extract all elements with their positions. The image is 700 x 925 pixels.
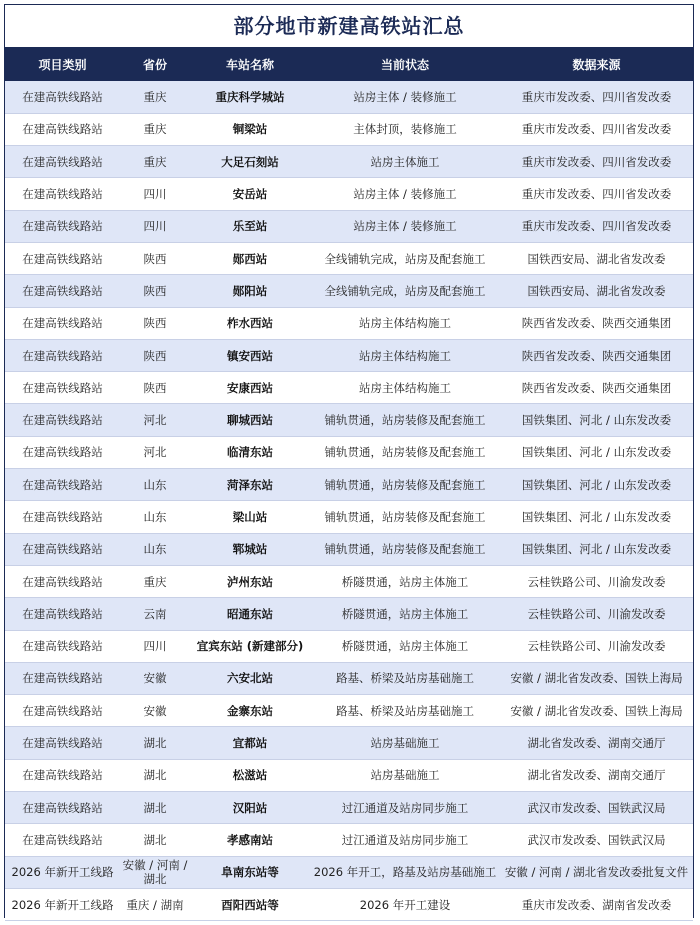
- cell-source: 重庆市发改委、四川省发改委: [500, 146, 693, 178]
- cell-source: 陕西省发改委、陕西交通集团: [500, 372, 693, 404]
- cell-status: 路基、桥梁及站房基础施工: [310, 662, 500, 694]
- table-row: [5, 662, 693, 694]
- cell-source: 国铁集团、河北 / 山东发改委: [500, 501, 693, 533]
- cell-category: 在建高铁线路站: [5, 469, 120, 501]
- table-row: [5, 210, 693, 242]
- cell-source: 安徽 / 湖北省发改委、国铁上海局: [500, 662, 693, 694]
- cell-source: 国铁集团、河北 / 山东发改委: [500, 469, 693, 501]
- cell-category: 在建高铁线路站: [5, 533, 120, 565]
- cell-category: 在建高铁线路站: [5, 146, 120, 178]
- cell-province: 湖北: [120, 727, 190, 759]
- page-title: 部分地市新建高铁站汇总: [233, 14, 465, 38]
- table-row: [5, 630, 693, 662]
- table-row: [5, 307, 693, 339]
- cell-source: 重庆市发改委、四川省发改委: [500, 210, 693, 242]
- table-row: [5, 824, 693, 856]
- cell-status: 桥隧贯通，站房主体施工: [310, 565, 500, 597]
- table-header: [5, 47, 693, 81]
- cell-status: 全线铺轨完成，站房及配套施工: [310, 275, 500, 307]
- cell-station: 汉阳站: [190, 792, 310, 824]
- cell-source: 国铁集团、河北 / 山东发改委: [500, 404, 693, 436]
- cell-station: 酉阳西站等: [190, 888, 310, 920]
- station-table: [5, 47, 693, 921]
- cell-source: 国铁西安局、湖北省发改委: [500, 242, 693, 274]
- cell-station: 大足石刻站: [190, 146, 310, 178]
- table-row: [5, 598, 693, 630]
- cell-status: 站房主体施工: [310, 146, 500, 178]
- table-row: [5, 178, 693, 210]
- cell-status: 桥隧贯通，站房主体施工: [310, 598, 500, 630]
- cell-category: 在建高铁线路站: [5, 436, 120, 468]
- cell-status: 路基、桥梁及站房基础施工: [310, 695, 500, 727]
- header-province: 省份: [142, 57, 167, 72]
- cell-province: 山东: [120, 469, 190, 501]
- cell-station: 铜梁站: [190, 113, 310, 145]
- table-row: [5, 436, 693, 468]
- cell-category: 在建高铁线路站: [5, 404, 120, 436]
- cell-status: 站房主体结构施工: [310, 307, 500, 339]
- cell-province: 陕西: [120, 339, 190, 371]
- table-row: [5, 533, 693, 565]
- cell-source: 重庆市发改委、四川省发改委: [500, 178, 693, 210]
- header-category: 项目类别: [38, 57, 87, 72]
- cell-station: 临清东站: [190, 436, 310, 468]
- cell-source: 国铁集团、河北 / 山东发改委: [500, 436, 693, 468]
- cell-category: 2026 年新开工线路: [5, 888, 120, 920]
- cell-category: 在建高铁线路站: [5, 598, 120, 630]
- cell-category: 在建高铁线路站: [5, 630, 120, 662]
- cell-province: 安徽 / 河南 / 湖北: [120, 856, 190, 888]
- cell-province: 湖北: [120, 759, 190, 791]
- table-row: [5, 146, 693, 178]
- cell-station: 重庆科学城站: [190, 81, 310, 113]
- cell-station: 梁山站: [190, 501, 310, 533]
- cell-station: 乐至站: [190, 210, 310, 242]
- cell-source: 武汉市发改委、国铁武汉局: [500, 824, 693, 856]
- cell-source: 重庆市发改委、四川省发改委: [500, 81, 693, 113]
- cell-status: 主体封顶，装修施工: [310, 113, 500, 145]
- cell-status: 桥隧贯通，站房主体施工: [310, 630, 500, 662]
- cell-status: 站房主体 / 装修施工: [310, 81, 500, 113]
- cell-province: 四川: [120, 210, 190, 242]
- table-row: [5, 113, 693, 145]
- cell-category: 在建高铁线路站: [5, 695, 120, 727]
- cell-province: 安徽: [120, 662, 190, 694]
- cell-status: 站房基础施工: [310, 727, 500, 759]
- cell-category: 在建高铁线路站: [5, 210, 120, 242]
- cell-station: 柞水西站: [190, 307, 310, 339]
- cell-category: 在建高铁线路站: [5, 242, 120, 274]
- cell-station: 松滋站: [190, 759, 310, 791]
- cell-station: 安岳站: [190, 178, 310, 210]
- cell-source: 安徽 / 河南 / 湖北省发改委批复文件: [500, 856, 693, 888]
- cell-category: 在建高铁线路站: [5, 662, 120, 694]
- cell-station: 菏泽东站: [190, 469, 310, 501]
- cell-province: 山东: [120, 533, 190, 565]
- cell-province: 陕西: [120, 242, 190, 274]
- table-row: [5, 275, 693, 307]
- cell-source: 重庆市发改委、四川省发改委: [500, 113, 693, 145]
- table-row: [5, 565, 693, 597]
- cell-category: 在建高铁线路站: [5, 339, 120, 371]
- table-row: [5, 727, 693, 759]
- table-row: [5, 856, 693, 888]
- cell-station: 镇安西站: [190, 339, 310, 371]
- cell-station: 聊城西站: [190, 404, 310, 436]
- cell-station: 金寨东站: [190, 695, 310, 727]
- cell-status: 站房基础施工: [310, 759, 500, 791]
- table-row: [5, 242, 693, 274]
- cell-source: 云桂铁路公司、川渝发改委: [500, 630, 693, 662]
- cell-category: 在建高铁线路站: [5, 824, 120, 856]
- cell-category: 在建高铁线路站: [5, 565, 120, 597]
- cell-category: 在建高铁线路站: [5, 501, 120, 533]
- header-source: 数据来源: [572, 57, 621, 72]
- table-row: [5, 81, 693, 113]
- cell-province: 陕西: [120, 372, 190, 404]
- cell-source: 武汉市发改委、国铁武汉局: [500, 792, 693, 824]
- cell-category: 2026 年新开工线路: [5, 856, 120, 888]
- cell-status: 2026 年开工，路基及站房基础施工: [310, 856, 500, 888]
- cell-station: 郧阳站: [190, 275, 310, 307]
- table-row: [5, 339, 693, 371]
- summary-table-panel: [4, 4, 694, 918]
- table-row: [5, 695, 693, 727]
- cell-station: 郧西站: [190, 242, 310, 274]
- cell-status: 铺轨贯通，站房装修及配套施工: [310, 501, 500, 533]
- cell-province: 陕西: [120, 307, 190, 339]
- cell-status: 全线铺轨完成，站房及配套施工: [310, 242, 500, 274]
- cell-category: 在建高铁线路站: [5, 372, 120, 404]
- cell-station: 昭通东站: [190, 598, 310, 630]
- cell-status: 铺轨贯通，站房装修及配套施工: [310, 533, 500, 565]
- cell-station: 郓城站: [190, 533, 310, 565]
- cell-source: 云桂铁路公司、川渝发改委: [500, 598, 693, 630]
- cell-category: 在建高铁线路站: [5, 113, 120, 145]
- table-row: [5, 469, 693, 501]
- cell-station: 宜宾东站 (新建部分): [190, 630, 310, 662]
- cell-source: 湖北省发改委、湖南交通厅: [500, 759, 693, 791]
- cell-station: 阜南东站等: [190, 856, 310, 888]
- cell-status: 站房主体 / 装修施工: [310, 178, 500, 210]
- cell-status: 铺轨贯通，站房装修及配套施工: [310, 436, 500, 468]
- table-row: [5, 792, 693, 824]
- cell-province: 河北: [120, 404, 190, 436]
- cell-category: 在建高铁线路站: [5, 275, 120, 307]
- cell-province: 云南: [120, 598, 190, 630]
- cell-province: 安徽: [120, 695, 190, 727]
- cell-status: 站房主体 / 装修施工: [310, 210, 500, 242]
- table-row: [5, 888, 693, 920]
- cell-station: 六安北站: [190, 662, 310, 694]
- table-row: [5, 759, 693, 791]
- cell-source: 湖北省发改委、湖南交通厅: [500, 727, 693, 759]
- cell-province: 山东: [120, 501, 190, 533]
- cell-province: 重庆: [120, 113, 190, 145]
- cell-province: 重庆: [120, 565, 190, 597]
- cell-source: 云桂铁路公司、川渝发改委: [500, 565, 693, 597]
- cell-station: 宜都站: [190, 727, 310, 759]
- cell-status: 铺轨贯通，站房装修及配套施工: [310, 469, 500, 501]
- header-status: 当前状态: [380, 57, 429, 72]
- table-row: [5, 372, 693, 404]
- cell-category: 在建高铁线路站: [5, 727, 120, 759]
- cell-province: 湖北: [120, 792, 190, 824]
- cell-province: 重庆: [120, 81, 190, 113]
- cell-station: 安康西站: [190, 372, 310, 404]
- cell-source: 国铁西安局、湖北省发改委: [500, 275, 693, 307]
- cell-province: 四川: [120, 630, 190, 662]
- cell-category: 在建高铁线路站: [5, 792, 120, 824]
- table-row: [5, 404, 693, 436]
- cell-category: 在建高铁线路站: [5, 81, 120, 113]
- cell-status: 站房主体结构施工: [310, 372, 500, 404]
- cell-province: 重庆: [120, 146, 190, 178]
- header-station: 车站名称: [225, 57, 274, 72]
- cell-category: 在建高铁线路站: [5, 178, 120, 210]
- cell-source: 重庆市发改委、湖南省发改委: [500, 888, 693, 920]
- cell-station: 孝感南站: [190, 824, 310, 856]
- cell-province: 陕西: [120, 275, 190, 307]
- table-row: [5, 501, 693, 533]
- cell-province: 湖北: [120, 824, 190, 856]
- cell-province: 重庆 / 湖南: [120, 888, 190, 920]
- table-body: [5, 81, 693, 921]
- cell-province: 河北: [120, 436, 190, 468]
- cell-status: 站房主体结构施工: [310, 339, 500, 371]
- cell-source: 安徽 / 湖北省发改委、国铁上海局: [500, 695, 693, 727]
- cell-status: 过江通道及站房同步施工: [310, 824, 500, 856]
- cell-source: 国铁集团、河北 / 山东发改委: [500, 533, 693, 565]
- cell-status: 铺轨贯通，站房装修及配套施工: [310, 404, 500, 436]
- cell-province: 四川: [120, 178, 190, 210]
- cell-source: 陕西省发改委、陕西交通集团: [500, 339, 693, 371]
- cell-status: 过江通道及站房同步施工: [310, 792, 500, 824]
- cell-source: 陕西省发改委、陕西交通集团: [500, 307, 693, 339]
- cell-station: 泸州东站: [190, 565, 310, 597]
- cell-status: 2026 年开工建设: [310, 888, 500, 920]
- cell-category: 在建高铁线路站: [5, 759, 120, 791]
- cell-category: 在建高铁线路站: [5, 307, 120, 339]
